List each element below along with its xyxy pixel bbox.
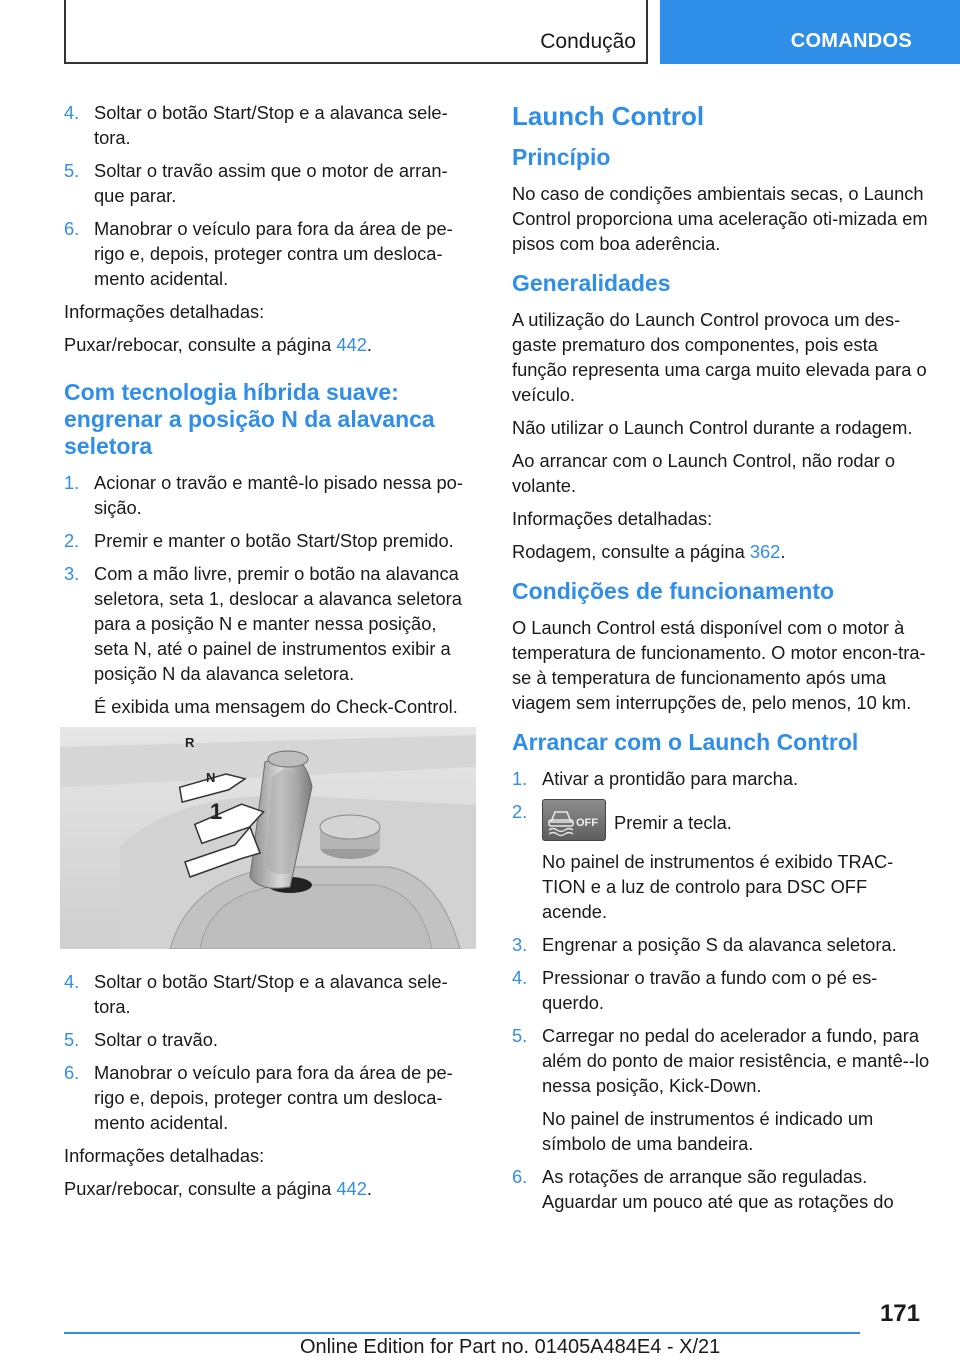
figure-label-n: N [206, 770, 216, 785]
step-number: 6. [512, 1166, 528, 1187]
step-number: 6. [64, 218, 80, 239]
step-number: 5. [64, 1029, 80, 1050]
step-subtext: No painel de instrumentos é exibido TRAC-TION e a luz de controlo para DSC OFF acende. [542, 851, 894, 922]
step-text: Soltar o botão Start/Stop e a alavanca sele-tora. [94, 102, 448, 148]
info-label: Informações detalhadas: [64, 301, 265, 322]
steps-list-2 [64, 470, 476, 719]
section-heading-generalidades: Generalidades [512, 270, 671, 296]
list-item [512, 766, 932, 791]
list-item [64, 969, 476, 1019]
reference-text: Puxar/rebocar, consulte a página [64, 334, 337, 355]
page-title: Launch Control [512, 101, 705, 131]
list-item [64, 1060, 476, 1135]
section-heading-hybrid: Com tecnologia híbrida suave: engrenar a posição N da alavanca seletora [64, 379, 435, 459]
reference-suffix: . [366, 1178, 372, 1199]
paragraph-principio: No caso de condições ambientais secas, o Launch Control proporciona uma aceleração oti-mizada em pisos com boa aderência. [512, 183, 928, 254]
gear-selector-illustration [60, 727, 476, 949]
footer-divider [64, 1332, 860, 1334]
list-item [512, 1164, 932, 1214]
launch-steps-list [512, 766, 932, 1214]
reference-suffix: . [366, 334, 372, 355]
page-number: 171 [879, 1300, 920, 1327]
step-text: Com a mão livre, premir o botão na alavanca seletora, seta 1, deslocar a alavanca seletora para a posição N e manter nessa posição, seta N, até o painel de instrumentos exibir a posição N da alavanca seletora. [94, 563, 462, 684]
list-item [512, 799, 932, 924]
section-heading-principio: Princípio [512, 144, 611, 170]
dsc-off-button-icon [542, 799, 606, 841]
step-text: Pressionar o travão a fundo com o pé es-querdo. [542, 967, 878, 1013]
reference-text: Puxar/rebocar, consulte a página [64, 1178, 337, 1199]
step-text: Acionar o travão e mantê-lo pisado nessa po-sição. [94, 472, 463, 518]
header-chapter-tab [660, 0, 960, 64]
info-label: Informações detalhadas: [64, 1145, 265, 1166]
list-item [64, 470, 476, 520]
step-number: 2. [512, 801, 528, 822]
step-number: 4. [64, 102, 80, 123]
paragraph-generalidades-2: Não utilizar o Launch Control durante a rodagem. [512, 417, 913, 438]
step-text: As rotações de arranque são reguladas. Aguardar um pouco até que as rotações do [542, 1166, 894, 1212]
list-item [64, 158, 476, 208]
list-item [512, 932, 932, 957]
header-section-box [64, 0, 648, 64]
step-text: Manobrar o veículo para fora da área de pe-rigo e, depois, proteger contra um desloca-mento acidental. [94, 218, 453, 289]
left-column [64, 100, 476, 1209]
page-link[interactable]: 442 [336, 334, 367, 355]
paragraph-generalidades-1: A utilização do Launch Control provoca um des-gaste prematuro dos componentes, pois esta função representa uma carga muito elevada para o veículo. [512, 309, 927, 405]
step-subtext: No painel de instrumentos é indicado um símbolo de uma bandeira. [542, 1108, 874, 1154]
step-number: 4. [64, 971, 80, 992]
step-number: 4. [512, 967, 528, 988]
header-chapter-label: COMANDOS [790, 30, 912, 52]
step-text: Engrenar a posição S da alavanca seletora. [542, 934, 897, 955]
list-item [64, 100, 476, 150]
list-item [64, 216, 476, 291]
section-heading-arrancar: Arrancar com o Launch Control [512, 729, 859, 755]
steps-list-1 [64, 100, 476, 291]
list-item [64, 1027, 476, 1052]
paragraph-generalidades-3: Ao arrancar com o Launch Control, não rodar o volante. [512, 450, 896, 496]
step-number: 5. [64, 160, 80, 181]
step-subtext: É exibida uma mensagem do Check-Control. [94, 696, 458, 717]
step-text: Premir a tecla. [614, 812, 732, 833]
figure-label-r: R [185, 735, 195, 750]
info-label: Informações detalhadas: [512, 508, 713, 529]
step-text: Soltar o travão assim que o motor de arran-que parar. [94, 160, 448, 206]
section-heading-condicoes: Condições de funcionamento [512, 578, 835, 604]
step-text: Manobrar o veículo para fora da área de pe-rigo e, depois, proteger contra um desloca-mento acidental. [94, 1062, 453, 1133]
page-link[interactable]: 362 [749, 541, 781, 562]
list-item [512, 965, 932, 1015]
step-text: Soltar o botão Start/Stop e a alavanca sele-tora. [94, 971, 448, 1017]
step-text: Ativar a prontidão para marcha. [542, 768, 799, 789]
list-item [512, 1023, 932, 1156]
reference-text: Rodagem, consulte a página [512, 541, 750, 562]
step-number: 1. [64, 472, 80, 493]
list-item [64, 528, 476, 553]
step-number: 6. [64, 1062, 80, 1083]
cross-reference [64, 1176, 476, 1201]
step-number: 3. [64, 563, 80, 584]
cross-reference [64, 332, 476, 357]
list-item [64, 561, 476, 719]
step-number: 5. [512, 1025, 528, 1046]
step-number: 3. [512, 934, 528, 955]
step-text: Premir e manter o botão Start/Stop premido. [94, 530, 454, 551]
dsc-off-label: OFF [576, 817, 598, 829]
header-section-title: Condução [540, 30, 636, 53]
cross-reference [512, 539, 932, 564]
gear-selector-drawing [60, 727, 476, 949]
step-text: Soltar o travão. [94, 1029, 218, 1050]
steps-list-3 [64, 969, 476, 1135]
paragraph-condicoes: O Launch Control está disponível com o motor à temperatura de funcionamento. O motor encon-tra-se à temperatura de funcionamento após uma viagem sem interrupções de, pelo menos, 10 km. [512, 617, 926, 713]
step-number: 1. [512, 768, 528, 789]
right-column [512, 100, 932, 1222]
footer-edition: Online Edition for Part no. 01405A484E4 - X/21 [300, 1336, 721, 1358]
reference-suffix: . [780, 541, 786, 562]
figure-label-1: 1 [210, 799, 223, 824]
step-number: 2. [64, 530, 80, 551]
step-text: Carregar no pedal do acelerador a fundo, para além do ponto de maior resistência, e mantê--lo nessa posição, Kick-Down. [542, 1025, 930, 1096]
page-link[interactable]: 442 [336, 1178, 367, 1199]
